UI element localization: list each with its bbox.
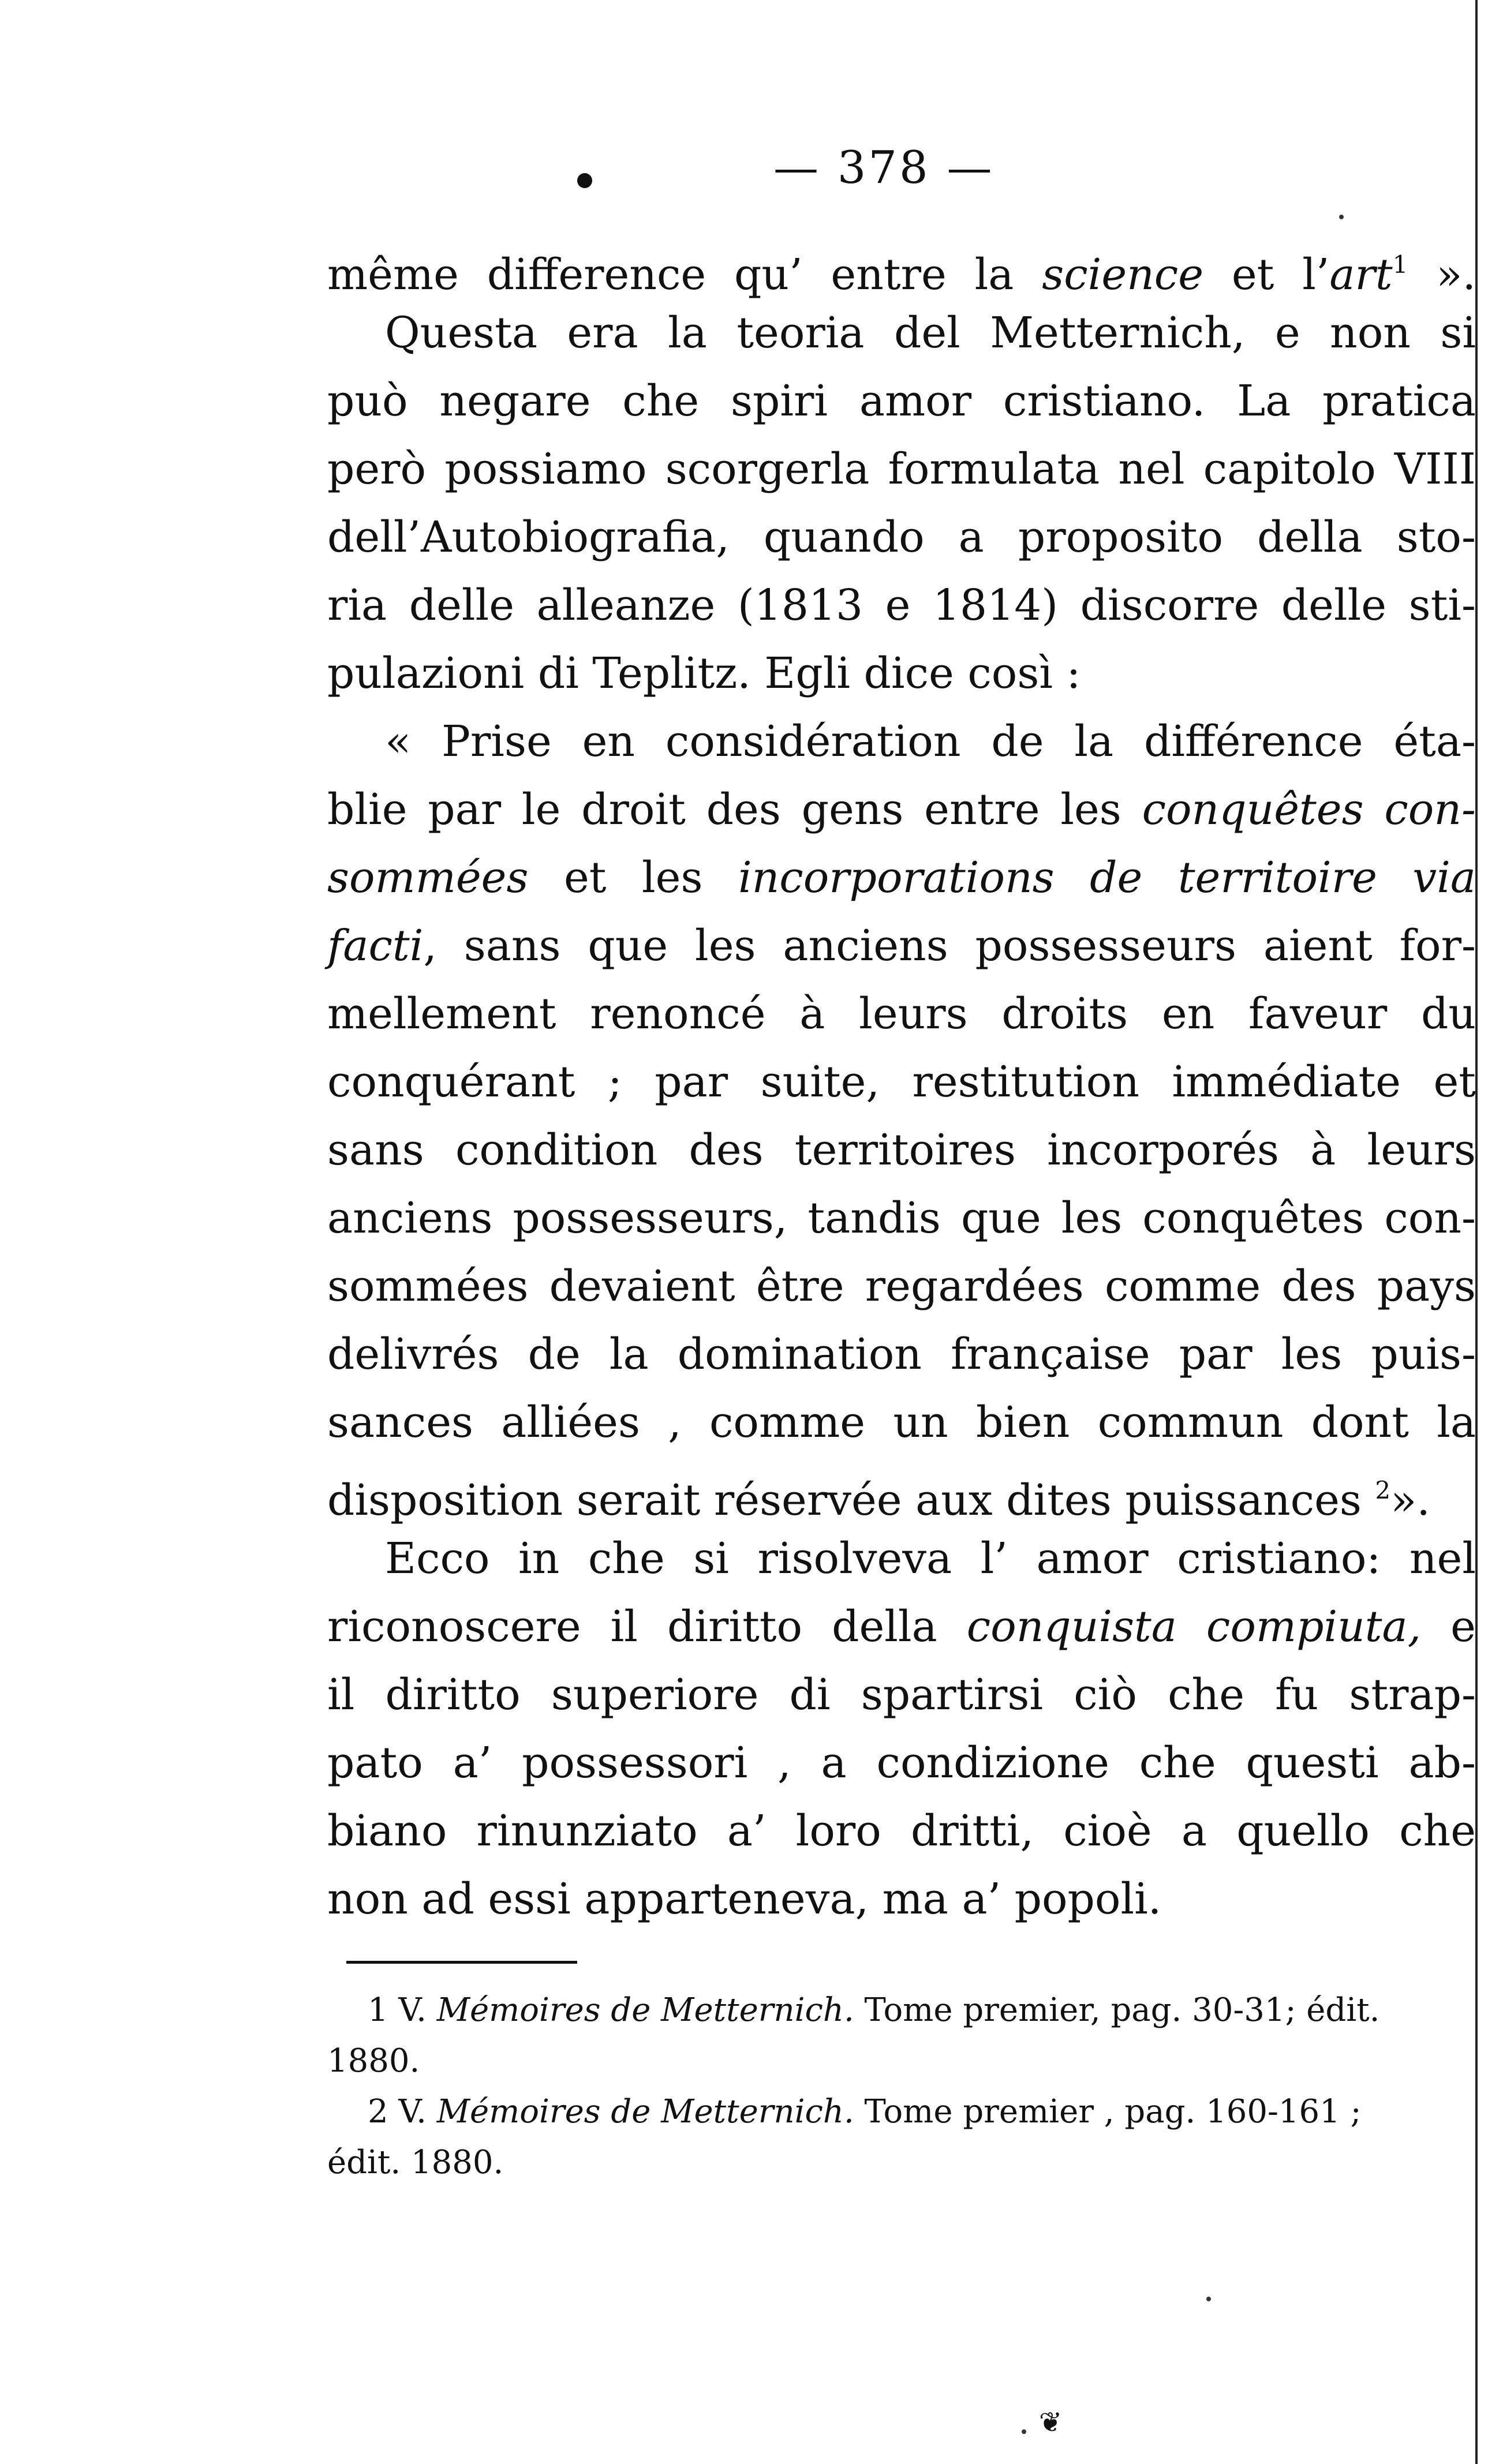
italic-segment: Mémoires de Metternich. (436, 1991, 854, 2029)
text-segment: sances alliées , comme un bien commun dont la (327, 1398, 1476, 1447)
text-segment: pato a’ possessori , a condizione che questi ab- (327, 1738, 1476, 1788)
footnote-line (327, 2087, 1476, 2137)
text-line (327, 1729, 1476, 1797)
footnotes (327, 1985, 1476, 2188)
text-line (327, 435, 1476, 503)
text-segment: conquérant ; par suite, restitution immédiate et (327, 1057, 1476, 1107)
text-line (327, 367, 1476, 435)
text-line (327, 776, 1476, 844)
footnote-line (327, 2137, 1476, 2188)
italic-segment: Mémoires de Metternich. (436, 2093, 854, 2130)
text-segment: Tome premier , pag. 160-161 ; (854, 2093, 1362, 2130)
text-line (327, 1252, 1476, 1320)
footnote-line (327, 1985, 1476, 2036)
text-line (327, 1661, 1476, 1729)
bullet-mark (577, 173, 592, 188)
text-segment: Ecco in che si risolveva l’ amor cristiano: nel (385, 1534, 1476, 1583)
text-line (327, 299, 1476, 367)
text-line (327, 1525, 1476, 1593)
page-number: — 378 — (773, 142, 995, 194)
footnote-line (327, 2036, 1476, 2087)
footnote-marker: 2 (1375, 1476, 1391, 1504)
text-line (327, 1048, 1476, 1116)
text-segment: édit. 1880. (327, 2144, 504, 2181)
body-text (327, 231, 1476, 1933)
text-line (327, 1593, 1476, 1661)
text-segment: sommées devaient être regardées comme des pays (327, 1261, 1476, 1311)
footnote-rule (346, 1961, 577, 1964)
text-segment: même difference qu’ entre la (327, 250, 1042, 299)
text-line (327, 1865, 1476, 1933)
text-segment: 2 V. (368, 2093, 437, 2130)
text-line (327, 639, 1476, 707)
text-segment: et les (528, 853, 738, 903)
text-segment: non ad essi apparteneva, ma a’ popoli. (327, 1874, 1162, 1924)
text-segment: e (1421, 1602, 1476, 1652)
text-line (327, 1116, 1476, 1184)
text-segment: , sans que les anciens possesseurs aient for- (423, 921, 1476, 971)
italic-segment: science (1042, 250, 1204, 299)
text-segment: dell’Autobiografia, quando a proposito della sto- (327, 512, 1476, 562)
text-segment: blie par le droit des gens entre les (327, 785, 1142, 834)
italic-segment: incorporations de territoire via (738, 853, 1476, 903)
text-segment: 1 V. (368, 1991, 437, 2029)
text-line (327, 1184, 1476, 1252)
text-line (327, 707, 1476, 776)
text-segment: ria delle alleanze (1813 e 1814) discorre delle sti- (327, 581, 1476, 630)
text-segment: ». (1408, 250, 1476, 299)
text-line (327, 1456, 1476, 1525)
text-segment: il diritto superiore di spartirsi ciò che fu strap- (327, 1670, 1476, 1720)
text-line (327, 503, 1476, 571)
stray-dot (1339, 215, 1344, 219)
text-segment: pulazioni di Teplitz. Egli dice così : (327, 649, 1081, 698)
text-line (327, 571, 1476, 639)
text-segment: anciens possesseurs, tandis que les conquêtes con- (327, 1193, 1476, 1243)
text-segment: Tome premier, pag. 30-31; édit. (854, 1991, 1380, 2029)
bottom-ornament-mark: ❦ (1039, 2406, 1063, 2439)
text-segment: Questa era la teoria del Metternich, e non si (385, 308, 1476, 358)
footnote-marker: 1 (1392, 250, 1408, 279)
text-line (327, 1320, 1476, 1388)
text-segment: mellement renoncé à leurs droits en faveur du (327, 989, 1476, 1039)
italic-segment: conquêtes con- (1142, 785, 1476, 834)
text-line (327, 980, 1476, 1048)
text-segment: può negare che spiri amor cristiano. La pratica (327, 376, 1476, 426)
text-line (327, 1388, 1476, 1456)
italic-segment: sommées (327, 853, 529, 903)
italic-segment: facti (327, 921, 424, 971)
text-line (327, 231, 1476, 299)
text-segment: « Prise en considération de la différence éta- (385, 717, 1476, 766)
text-segment: et l’ (1203, 250, 1330, 299)
text-segment: ». (1390, 1476, 1430, 1525)
text-segment: però possiamo scorgerla formulata nel capitolo VIII (327, 444, 1476, 494)
italic-segment: art (1329, 250, 1393, 299)
text-segment: disposition serait réservée aux dites puissances (327, 1476, 1375, 1525)
text-segment: biano rinunziato a’ loro dritti, cioè a quello che (327, 1806, 1476, 1856)
text-segment: delivrés de la domination française par les puis- (327, 1330, 1476, 1379)
text-segment: 1880. (327, 2042, 420, 2080)
text-segment: sans condition des territoires incorporés à leurs (327, 1125, 1476, 1175)
text-line (327, 912, 1476, 980)
stray-dot (1206, 2297, 1211, 2301)
italic-segment: conquista compiuta, (966, 1602, 1422, 1652)
stray-dot (1022, 2429, 1026, 2434)
text-line (327, 1797, 1476, 1865)
text-segment: riconoscere il diritto della (327, 1602, 967, 1652)
text-line (327, 844, 1476, 912)
